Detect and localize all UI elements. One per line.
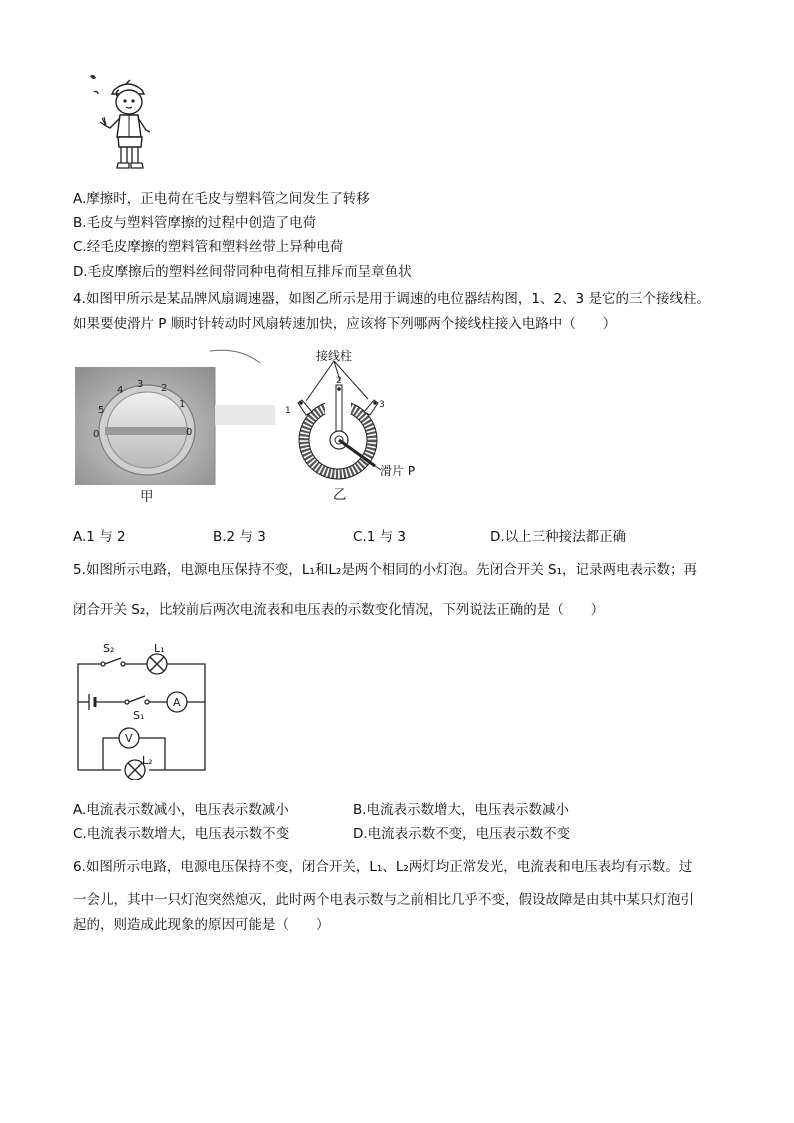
q5-stem-line1: 5.如图所示电路，电源电压保持不变，L₁和L₂是两个相同的小灯泡。先闭合开关 S₁，记录两电表示数；再 (73, 562, 698, 578)
q6-stem-line3: 起的，则造成此现象的原因可能是（ ） (73, 917, 330, 933)
switch-s1-label: S₁ (133, 709, 145, 722)
voltmeter-label: V (125, 732, 133, 745)
dial-number-4: 4 (117, 385, 124, 396)
q4-option-c: C.1 与 3 (353, 529, 406, 545)
dial-number-1: 1 (179, 399, 186, 410)
q4-stem-line2: 如果要使滑片 P 顺时针转动时风扇转速加快，应该将下列哪两个接线柱接入电路中（ ） (73, 316, 617, 332)
q5-option-c: C.电流表示数增大，电压表示数不变 (73, 826, 290, 842)
lamp-l2-label: L₂ (142, 754, 153, 767)
q5-stem-line2: 闭合开关 S₂，比较前后两次电流表和电压表的示数变化情况，下列说法正确的是（ ） (73, 602, 605, 618)
q3-option-c: C.经毛皮摩擦的塑料管和塑料丝带上异种电荷 (73, 239, 344, 255)
switch-s2-label: S₂ (103, 642, 115, 655)
dial-number-0-right: 0 (186, 427, 193, 438)
dial-number-0-left: 0 (93, 429, 100, 440)
q4-option-b: B.2 与 3 (213, 529, 266, 545)
figure-yi-label: 乙 (333, 487, 347, 503)
q6-stem-line1: 6.如图所示电路，电源电压保持不变，闭合开关，L₁、L₂两灯均正常发光，电流表和电压表均有示数。过 (73, 859, 693, 875)
q4-stem-line1: 4.如图甲所示是某品牌风扇调速器，如图乙所示是用于调速的电位器结构图，1、2、3 是它的三个接线柱。 (73, 291, 710, 307)
q3-option-d: D.毛皮摩擦后的塑料丝间带同种电荷相互排斥而呈章鱼状 (73, 264, 412, 280)
q4-option-d: D.以上三种接法都正确 (490, 529, 627, 545)
figure-jia-label: 甲 (140, 489, 154, 505)
q4-option-a: A.1 与 2 (73, 529, 126, 545)
terminal-label: 接线柱 (316, 349, 353, 363)
terminal-number-3: 3 (379, 400, 385, 410)
ammeter-label: A (173, 696, 181, 709)
terminal-number-1: 1 (285, 406, 291, 416)
slider-p-label: 滑片 P (380, 464, 416, 478)
dial-number-2: 2 (161, 383, 168, 394)
q6-stem-line2: 一会儿，其中一只灯泡突然熄灭，此时两个电表示数与之前相比几乎不变，假设故障是由其中某只灯泡引 (73, 892, 694, 908)
q5-option-a: A.电流表示数减小，电压表示数减小 (73, 802, 289, 818)
dial-number-3: 3 (137, 379, 144, 390)
q3-option-a: A.摩擦时，正电荷在毛皮与塑料管之间发生了转移 (73, 191, 370, 207)
dial-number-5: 5 (98, 405, 105, 416)
q3-option-b: B.毛皮与塑料管摩擦的过程中创造了电荷 (73, 215, 317, 231)
q5-option-b: B.电流表示数增大，电压表示数减小 (353, 802, 570, 818)
fan-regulator-photo (75, 345, 275, 505)
lamp-l1-label: L₁ (154, 642, 165, 655)
child-illustration (84, 70, 164, 180)
q5-option-d: D.电流表示数不变，电压表示数不变 (353, 826, 571, 842)
terminal-number-2: 2 (336, 376, 342, 386)
